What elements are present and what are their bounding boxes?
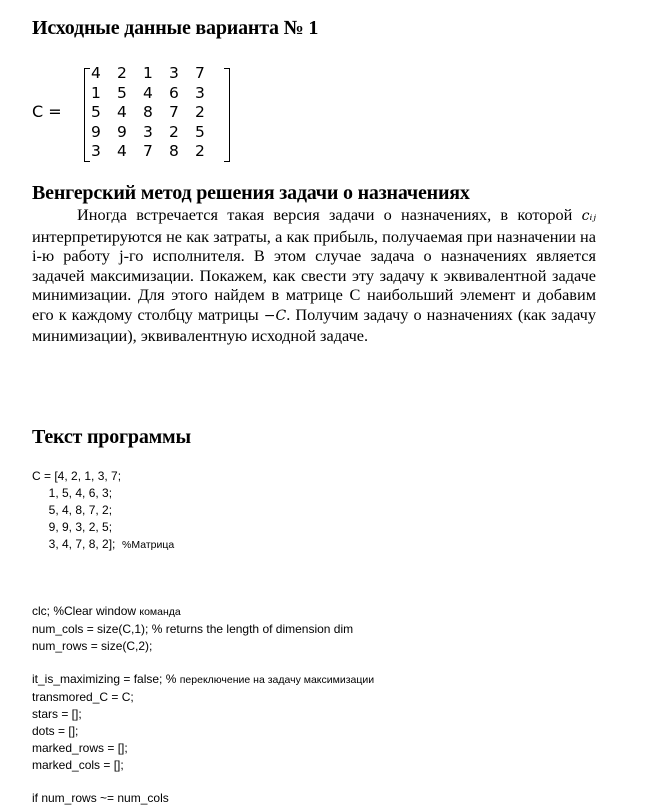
code-line (32, 638, 353, 655)
code-text: clc; %Clear window (32, 604, 140, 618)
matrix-label: C = (32, 102, 62, 121)
code-text: transmored_C = C; (32, 690, 134, 704)
matrix-cell: 6 (169, 83, 179, 102)
matrix-cell: 5 (91, 103, 101, 122)
matrix-cell: 4 (117, 142, 127, 161)
matrix-cell: 2 (117, 64, 127, 82)
code-text: 5, 4, 8, 7, 2; (32, 503, 113, 517)
matrix-cell: 7 (195, 64, 205, 82)
paragraph-text-1: Иногда встречается такая версия задачи о назначениях, в которой (77, 205, 582, 224)
code-line (32, 706, 374, 723)
code-line (32, 671, 374, 689)
code-line (32, 536, 174, 554)
matrix-body (84, 64, 230, 164)
matrix-cell: 2 (195, 103, 205, 122)
code-line (32, 485, 174, 502)
code-line (32, 723, 374, 740)
matrix-cell: 7 (143, 142, 153, 161)
matrix-cells (89, 64, 219, 162)
matrix-cell: 1 (143, 64, 153, 82)
code-text: marked_rows = []; (32, 741, 128, 755)
symbol-minus-c: −C (263, 307, 287, 324)
code-block-setup (32, 603, 353, 655)
matrix-cell: 2 (195, 142, 205, 161)
code-text: if num_rows ~= num_cols (32, 791, 169, 805)
matrix-cell: 3 (91, 142, 101, 161)
code-text: stars = []; (32, 707, 82, 721)
matrix-cell: 9 (91, 122, 101, 141)
code-line (32, 468, 174, 485)
code-comment: %Матрица (122, 539, 175, 551)
matrix-cell: 4 (143, 83, 153, 102)
matrix-cell: 2 (169, 122, 179, 141)
code-line (32, 757, 374, 774)
code-text: C = [4, 2, 1, 3, 7; (32, 469, 122, 483)
code-line (32, 621, 353, 638)
code-text: it_is_maximizing = false; % (32, 672, 180, 686)
code-block-condition (32, 790, 169, 807)
matrix-cell: 3 (143, 122, 153, 141)
code-line (32, 519, 174, 536)
heading-initial-data: Исходные данные варианта № 1 (32, 17, 319, 39)
matrix-cell: 4 (91, 64, 101, 82)
code-text: 1, 5, 4, 6, 3; (32, 486, 113, 500)
code-text: dots = []; (32, 724, 79, 738)
matrix-cell: 8 (169, 142, 179, 161)
code-line (32, 790, 169, 807)
code-comment: переключение на задачу максимизации (179, 674, 375, 686)
matrix-cell: 5 (195, 122, 205, 141)
matrix-cell: 3 (195, 83, 205, 102)
code-block-matrix (32, 468, 174, 554)
paragraph-text-3: . Получим задачу о назначениях (как задачу минимизации), эквивалентную исходной задаче. (32, 304, 597, 345)
code-text: num_rows = size(C,2); (32, 639, 153, 653)
paragraph-text-2: интерпретируются не как затраты, а как прибыль, получаемая при назначении на i-ю работу j-го исполнителя. В этом случае задача о назначениях является задачей максимизации. Покажем, как свести эту задачу к эквивалентной задаче минимизации. Для этого найдем в матрице С наибольший элемент и добавим его к каждому столбцу матрицы (32, 226, 596, 324)
matrix-cell: 9 (117, 122, 127, 141)
code-comment: команда (139, 606, 181, 618)
right-bracket (224, 68, 230, 162)
matrix-cell: 5 (117, 83, 127, 102)
matrix-cell: 1 (91, 83, 101, 102)
matrix-cell: 3 (169, 64, 179, 82)
matrix-cell: 4 (117, 103, 127, 122)
code-text: 9, 9, 3, 2, 5; (32, 520, 113, 534)
code-text: 3, 4, 7, 8, 2]; (32, 537, 123, 551)
code-block-variables (32, 671, 374, 774)
code-line (32, 603, 353, 621)
code-text: marked_cols = []; (32, 758, 124, 772)
code-line (32, 502, 174, 519)
matrix-cell: 7 (169, 103, 179, 122)
code-line (32, 689, 374, 706)
heading-program-text: Текст программы (32, 426, 191, 448)
code-text: num_cols = size(C,1); % returns the length of dimension dim (32, 622, 354, 636)
code-line (32, 740, 374, 757)
matrix-cell: 8 (143, 103, 153, 122)
description-paragraph (32, 205, 596, 346)
symbol-cij: cᵢⱼ (581, 208, 596, 224)
heading-hungarian-method: Венгерский метод решения задачи о назначениях (32, 182, 470, 204)
